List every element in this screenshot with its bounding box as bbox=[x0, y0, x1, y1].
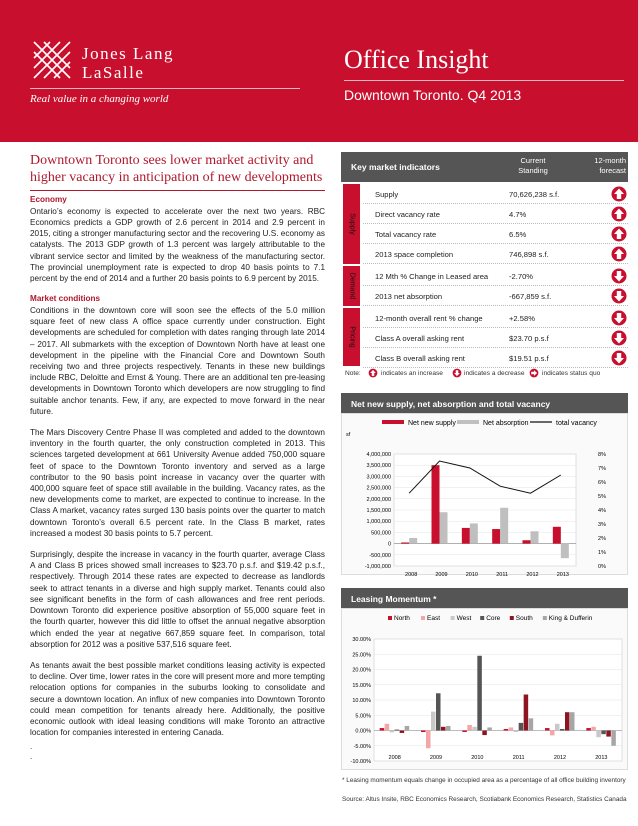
article-column bbox=[30, 152, 325, 762]
logo-line2: LaSalle bbox=[82, 63, 145, 82]
y2-tick-label: 1% bbox=[598, 550, 606, 556]
bar-south bbox=[524, 695, 529, 731]
bar-king-dufferin bbox=[487, 727, 492, 730]
decrease-legend-icon bbox=[452, 368, 462, 378]
y-tick-label: 0 bbox=[387, 541, 391, 548]
header-banner bbox=[0, 0, 638, 142]
bar-east bbox=[385, 724, 390, 731]
legend-swatch bbox=[480, 616, 484, 620]
indicator-row bbox=[363, 328, 628, 348]
increase-legend-icon bbox=[368, 368, 378, 378]
tagline: Real value in a changing world bbox=[30, 93, 169, 105]
bar-east bbox=[426, 731, 431, 749]
indicator-value: 746,898 s.f. bbox=[509, 250, 549, 259]
indicator-value: +2.58% bbox=[509, 314, 535, 323]
indicators-title: Key market indicators bbox=[351, 162, 440, 172]
indicator-label: Class B overall asking rent bbox=[375, 354, 465, 363]
bar-net-new-supply bbox=[401, 542, 409, 543]
x-tick-label: 2010 bbox=[465, 572, 478, 578]
indicator-label: Total vacancy rate bbox=[375, 230, 437, 239]
y2-tick-label: 4% bbox=[598, 508, 606, 514]
supply-chart-panel bbox=[341, 393, 628, 578]
indicator-value: -2.70% bbox=[509, 272, 534, 281]
x-tick-label: 2013 bbox=[556, 572, 569, 578]
y-axis-unit: sf bbox=[346, 432, 351, 438]
momentum-chart-panel bbox=[341, 588, 628, 770]
logo-text bbox=[82, 44, 174, 82]
legend-label: King & Dufferin bbox=[548, 615, 593, 622]
y2-tick-label: 2% bbox=[598, 536, 606, 542]
y2-tick-label: 8% bbox=[598, 452, 606, 458]
col-forecast-line1: 12-month bbox=[594, 156, 626, 165]
supply-chart bbox=[342, 414, 627, 578]
indicator-label: Class A overall asking rent bbox=[375, 334, 465, 343]
x-tick-label: 2013 bbox=[595, 755, 608, 761]
page-subtitle: Downtown Toronto. Q4 2013 bbox=[344, 87, 522, 103]
bar-net-absorption bbox=[470, 523, 478, 543]
indicator-label: Direct vacancy rate bbox=[375, 210, 440, 219]
market-paragraph-3: Surprisingly, despite the increase in vacancy in the fourth quarter, average Class A and Class B prices showed small increases to $23.70 p.s.f. and $19.42 p.s.f., respectively. Through 2014 these rates are expected to decrease as landlords seek to attract tenants in a diverse and high supply market. Tenants could also see significant benefits in the form of cash allowances and free rent periods. Downtown Toronto did experience positive absorption of 55,000 square feet in the fourth quarter, however this did little to offset the annual negative absorption which ended the year at negative 667,859 square feet. In comparison, total absorption for 2012 was a positive 537,516 square feet. bbox=[30, 550, 325, 649]
indicator-label: 2013 space completion bbox=[375, 250, 454, 259]
group-demand-label: Demand bbox=[348, 272, 355, 300]
arrow-up-icon bbox=[611, 186, 627, 202]
y2-tick-label: 5% bbox=[598, 494, 606, 500]
bar-king-dufferin bbox=[529, 718, 534, 730]
market-paragraph-4: As tenants await the best possible market conditions leasing activity is expected to decline. Over time, lower rates in the core will present more and more tempting relocation options for companies in the suburbs looking to consolidate and secure a downtown location. An influx of new companies into Downtown Toronto could mean competition for tenants already here. Additionally, the positive economic outlook with ideal leasing conditions will make Toronto an attractive location for companies interested in entering Canada. bbox=[30, 660, 325, 738]
bar-north bbox=[545, 728, 550, 730]
status-quo-legend-icon bbox=[529, 368, 539, 378]
bar-east bbox=[509, 727, 514, 730]
legend-label-absorption: Net absorption bbox=[483, 420, 529, 427]
arrow-up-icon bbox=[611, 206, 627, 222]
bar-net-absorption bbox=[561, 544, 569, 559]
indicator-row bbox=[363, 266, 628, 286]
bar-core bbox=[395, 730, 400, 731]
indicator-row bbox=[363, 286, 628, 306]
supply-chart-area bbox=[341, 413, 628, 578]
x-tick-label: 2011 bbox=[512, 755, 525, 761]
indicator-value: $19.51 p.s.f bbox=[509, 354, 549, 363]
bar-net-absorption bbox=[440, 512, 448, 543]
trailing-dot-2: . bbox=[30, 752, 33, 762]
bar-net-new-supply bbox=[432, 465, 440, 543]
note-increase: indicates an increase bbox=[381, 370, 443, 377]
bar-core bbox=[560, 729, 565, 731]
y-tick-label: 10.00% bbox=[352, 698, 371, 704]
indicator-value: 4.7% bbox=[509, 210, 527, 219]
momentum-chart bbox=[342, 609, 627, 769]
bar-west bbox=[596, 731, 601, 738]
bar-south bbox=[565, 712, 570, 730]
x-tick-label: 2008 bbox=[405, 572, 418, 578]
col-current-line1: Current bbox=[520, 156, 546, 165]
legend-swatch-absorption bbox=[457, 420, 479, 424]
page-title: Office Insight bbox=[344, 45, 489, 74]
group-pricing-label: Pricing bbox=[348, 326, 355, 348]
bar-king-dufferin bbox=[570, 712, 575, 730]
note-status: indicates status quo bbox=[542, 370, 601, 377]
indicator-row bbox=[363, 224, 628, 244]
group-supply-label: Supply bbox=[348, 213, 355, 235]
col-forecast-line2: forecast bbox=[599, 166, 626, 175]
group-demand bbox=[343, 266, 360, 306]
supply-chart-title: Net new supply, net absorption and total vacancy bbox=[341, 393, 628, 413]
bar-net-absorption bbox=[531, 531, 539, 543]
legend-swatch bbox=[543, 616, 547, 620]
arrow-down-icon bbox=[611, 310, 627, 326]
legend-label-supply: Net new supply bbox=[408, 420, 456, 427]
x-tick-label: 2010 bbox=[471, 755, 484, 761]
group-supply bbox=[343, 184, 360, 264]
y-tick-label: -5.00% bbox=[353, 743, 371, 750]
bar-net-new-supply bbox=[553, 527, 561, 544]
y-tick-label: 2,000,000 bbox=[366, 496, 391, 503]
indicator-value: -667,859 s.f. bbox=[509, 292, 552, 301]
legend-swatch-supply bbox=[382, 420, 404, 424]
note-label: Note: bbox=[345, 370, 361, 377]
y-tick-label: 30.00% bbox=[352, 637, 371, 643]
source-footnote: Source: Altus Insite, RBC Economics Research, Scotiabank Economics Research, Statistics Canada bbox=[342, 796, 627, 803]
indicator-label: Supply bbox=[375, 190, 399, 199]
bar-north bbox=[586, 728, 591, 730]
y-tick-label: 1,000,000 bbox=[366, 519, 391, 526]
legend-swatch bbox=[421, 616, 425, 620]
group-pricing bbox=[343, 308, 360, 366]
bar-core bbox=[477, 656, 482, 731]
legend-label: East bbox=[427, 615, 441, 622]
indicator-value: 70,626,238 s.f. bbox=[509, 190, 560, 199]
sidebar-column bbox=[341, 152, 628, 384]
arrow-down-icon bbox=[611, 268, 627, 284]
y-tick-label: -1,000,000 bbox=[364, 564, 391, 570]
y-tick-label: -500,000 bbox=[369, 552, 391, 559]
bar-net-new-supply bbox=[462, 528, 470, 544]
momentum-chart-title: Leasing Momentum * bbox=[341, 588, 628, 608]
title-divider bbox=[344, 80, 624, 81]
bar-south bbox=[400, 731, 405, 733]
arrow-down-icon bbox=[611, 350, 627, 366]
y-tick-label: 25.00% bbox=[352, 652, 371, 659]
y2-tick-label: 7% bbox=[598, 466, 606, 472]
economy-heading: Economy bbox=[30, 195, 67, 204]
y-tick-label: 2,500,000 bbox=[366, 485, 391, 492]
arrow-up-icon bbox=[611, 246, 627, 262]
momentum-chart-area bbox=[341, 608, 628, 770]
bar-west bbox=[390, 731, 395, 733]
arrow-up-icon bbox=[611, 226, 627, 242]
x-tick-label: 2009 bbox=[435, 572, 448, 578]
bar-east bbox=[591, 727, 596, 731]
legend-label-vacancy: total vacancy bbox=[556, 420, 597, 427]
bar-net-new-supply bbox=[492, 529, 500, 544]
x-tick-label: 2009 bbox=[429, 755, 443, 761]
bar-south bbox=[441, 727, 446, 731]
indicators-table bbox=[341, 182, 628, 366]
bar-south bbox=[606, 731, 611, 737]
indicator-row bbox=[363, 244, 628, 264]
indicator-value: $23.70 p.s.f bbox=[509, 334, 549, 343]
x-tick-label: 2008 bbox=[388, 755, 401, 761]
x-tick-label: 2012 bbox=[553, 755, 567, 761]
y-tick-label: 0.00% bbox=[355, 728, 371, 735]
bar-east bbox=[550, 731, 555, 736]
bar-core bbox=[601, 731, 606, 735]
indicator-row bbox=[363, 184, 628, 204]
legend-label: West bbox=[456, 615, 472, 622]
y2-tick-label: 0% bbox=[598, 564, 606, 570]
y-tick-label: 3,000,000 bbox=[366, 474, 391, 481]
legend-swatch bbox=[451, 616, 455, 620]
y2-tick-label: 6% bbox=[598, 480, 606, 486]
arrow-down-icon bbox=[611, 330, 627, 346]
legend-label: North bbox=[394, 615, 410, 622]
bar-west bbox=[431, 712, 436, 731]
indicators-note bbox=[341, 366, 628, 384]
bar-west bbox=[514, 731, 519, 733]
jll-logo-icon bbox=[30, 38, 74, 82]
indicator-value: 6.5% bbox=[509, 230, 527, 239]
article-headline: Downtown Toronto sees lower market activity and higher vacancy in anticipation of new developments bbox=[30, 152, 325, 191]
y-tick-label: 3,500,000 bbox=[366, 463, 391, 470]
legend-swatch bbox=[388, 616, 392, 620]
bar-east bbox=[467, 725, 472, 730]
trailing-dot-1: . bbox=[30, 742, 33, 752]
x-tick-label: 2012 bbox=[526, 572, 539, 578]
note-decrease: indicates a decrease bbox=[464, 370, 525, 377]
y-tick-label: 20.00% bbox=[352, 667, 371, 674]
bar-north bbox=[462, 731, 467, 733]
bar-west bbox=[472, 727, 477, 731]
indicator-row bbox=[363, 204, 628, 224]
col-current-header bbox=[507, 156, 559, 176]
col-forecast-header bbox=[571, 156, 626, 176]
bar-south bbox=[482, 731, 487, 736]
bar-king-dufferin bbox=[446, 726, 451, 731]
market-heading: Market conditions bbox=[30, 294, 101, 304]
bar-core bbox=[519, 723, 524, 731]
bar-net-absorption bbox=[500, 508, 508, 544]
economy-paragraph: Ontario’s economy is expected to accelerate over the next two years. RBC Economics predicts a GDP growth of 2.6 percent in 2014 and 2.9 percent in 2015, citing a stronger manufacturing sector and the recovering U.S. economy as catalysts. The 2013 GDP growth of 1.3 percent was largely attributable to the vibrant service sector and limited by the weakness of the manufacturing sector. The provincial unemployment rate is expected to drop 40 basis points to 7.1 percent by the end of 2014 and a further 20 basis points to 6.9 percent by 2015. bbox=[30, 206, 325, 284]
logo-divider bbox=[30, 88, 300, 89]
logo-line1: Jones Lang bbox=[82, 44, 174, 63]
indicator-row bbox=[363, 308, 628, 328]
market-paragraph-2: The Mars Discovery Centre Phase II was completed and added to the downtown inventory in the fourth quarter, the only construction completed in 2013. This sciences targeted development at 661 University Avenue added 750,000 square feet of space to the Downtown Toronto inventory and served as a large contributor to the 90 basis point increase in vacancy over the quarter with 400,000 square feet of space still available in the building. Vacancy rates, as the new developments come to market, are expected to continue to increase. In the Class A market, vacancy rates surged 130 basis points over the quarter to match downtown Toronto’s overall 6.5 percent rate. In the Class B market, rates increased a modest 30 basis points to 5.7 percent. bbox=[30, 428, 325, 538]
bar-north bbox=[380, 728, 385, 730]
momentum-footnote: * Leasing momentum equals change in occupied area as a percentage of all office building inventory bbox=[342, 777, 626, 784]
y2-tick-label: 3% bbox=[598, 522, 606, 528]
y-tick-label: 4,000,000 bbox=[366, 452, 391, 458]
bar-net-absorption bbox=[409, 538, 417, 544]
market-paragraph-1: Conditions in the downtown core will soon see the effects of the 5.0 million square feet of new class A office space currently under construction. Eight developments are scheduled for completion with dates ranging through late 2014 – 2017. All submarkets with the exception of Downtown North have at least one development in the pipeline with the Financial Core and Downtown South receiving two and three projects respectively. Tenants in these new buildings include RBC, Deloitte and Ernst & Young. There are an additional ten pre-leasing developments in Downtown Toronto which developers are now struggling to find suitable anchor tenants. Few, if any, are expected to move forward in the near future. bbox=[30, 306, 325, 416]
y-tick-label: 5.00% bbox=[355, 713, 371, 720]
legend-label: South bbox=[515, 615, 533, 622]
indicator-label: 12-month overall rent % change bbox=[375, 314, 483, 323]
indicators-header bbox=[341, 152, 628, 182]
bar-north bbox=[504, 729, 509, 731]
col-current-line2: Standing bbox=[518, 166, 548, 175]
bar-core bbox=[436, 693, 441, 730]
bar-king-dufferin bbox=[611, 731, 616, 746]
x-tick-label: 2011 bbox=[496, 572, 509, 578]
indicator-label: 2013 net absorption bbox=[375, 292, 443, 301]
bar-west bbox=[555, 724, 560, 731]
bar-king-dufferin bbox=[405, 726, 410, 731]
y-tick-label: 15.00% bbox=[352, 682, 371, 689]
legend-swatch bbox=[510, 616, 514, 620]
arrow-down-icon bbox=[611, 288, 627, 304]
legend-label: Core bbox=[486, 615, 501, 622]
indicator-label: 12 Mth % Change in Leased area bbox=[375, 272, 489, 281]
y-tick-label: 500,000 bbox=[371, 530, 391, 537]
y-tick-label: 1,500,000 bbox=[366, 508, 391, 514]
y-tick-label: -10.00% bbox=[350, 759, 371, 765]
bar-north bbox=[421, 731, 426, 733]
bar-net-new-supply bbox=[523, 540, 531, 543]
indicator-row bbox=[363, 348, 628, 368]
